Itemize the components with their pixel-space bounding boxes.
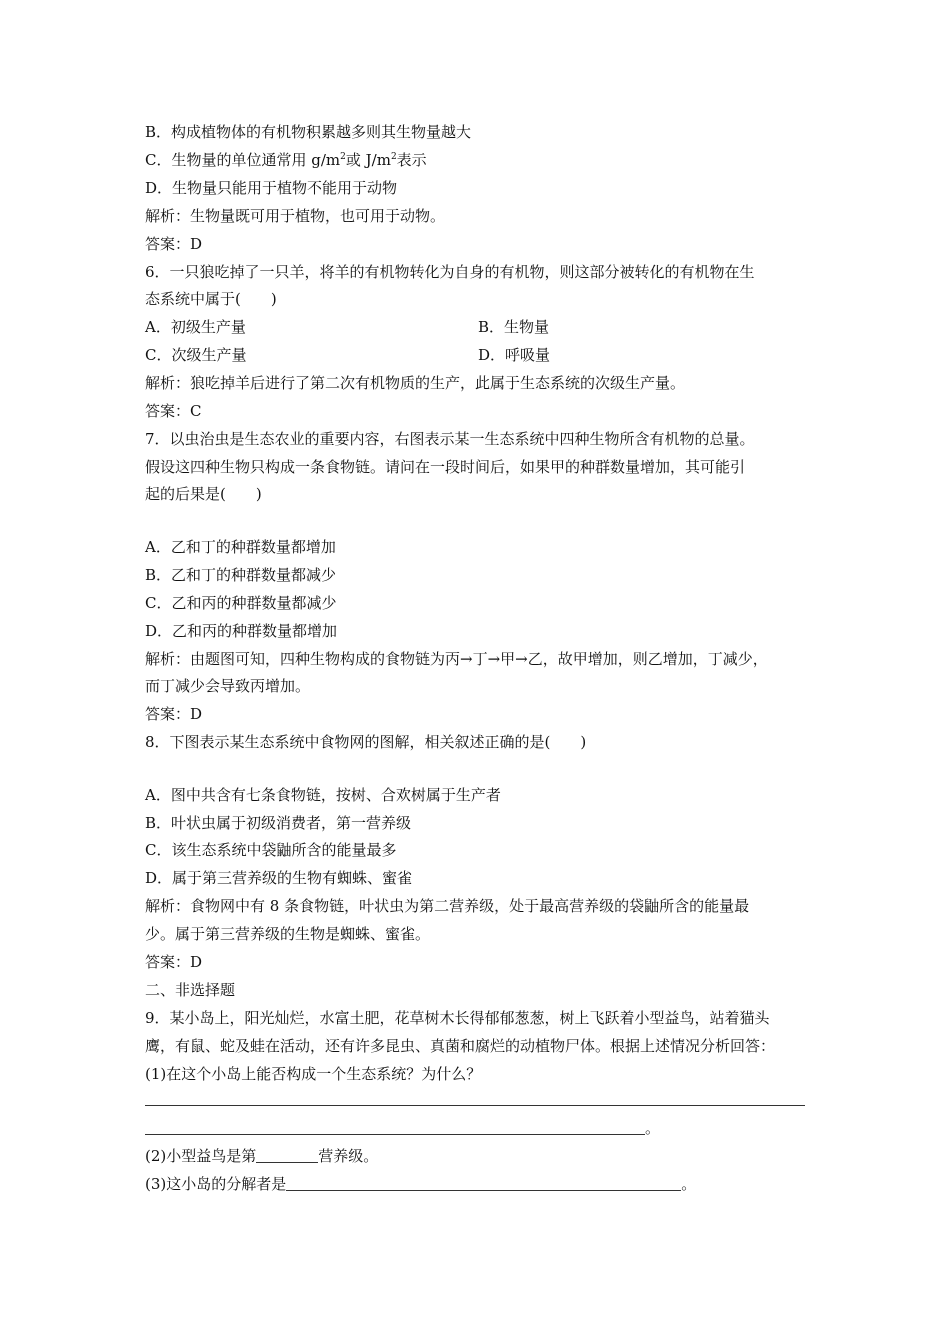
q6-option-d: D．呼吸量 (478, 346, 551, 364)
q7-option-d: D．乙和丙的种群数量都增加 (145, 622, 338, 640)
q6-answer: 答案：C (145, 402, 202, 420)
q8-option-a: A．图中共含有七条食物链，按树、合欢树属于生产者 (145, 786, 501, 804)
q7-answer: 答案：D (145, 705, 203, 723)
q6-analysis: 解析：狼吃掉羊后进行了第二次有机物质的生产，此属于生态系统的次级生产量。 (145, 374, 686, 392)
q8-option-d: D．属于第三营养级的生物有蜘蛛、蜜雀 (145, 869, 413, 887)
q5-option-c-text-2: 或 J/m (345, 151, 391, 169)
q7-analysis-line-2: 而丁减少会导致丙增加。 (145, 677, 311, 695)
q5-answer: 答案：D (145, 235, 203, 253)
q5-analysis: 解析：生物量既可用于植物，也可用于动物。 (145, 207, 446, 225)
section-heading: 二、非选择题 (145, 981, 236, 999)
answer-blank-line-2[interactable] (145, 1119, 645, 1135)
q9-subquestion-2-suffix: 营养级。 (318, 1147, 379, 1165)
q7-stem-line-3: 起的后果是( ) (145, 485, 262, 503)
q5-option-c-text-1: C．生物量的单位通常用 g/m (145, 151, 341, 169)
q9-subquestion-1: (1)在这个小岛上能否构成一个生态系统？为什么？ (145, 1065, 482, 1083)
q5-option-c (145, 150, 427, 170)
superscript-2: 2 (340, 152, 346, 162)
trophic-level-blank[interactable] (256, 1147, 318, 1163)
q6-option-c: C．次级生产量 (145, 346, 247, 364)
q7-option-b: B．乙和丁的种群数量都减少 (145, 566, 337, 584)
q8-analysis-line-2: 少。属于第三营养级的生物是蜘蛛、蜜雀。 (145, 925, 431, 943)
decomposer-blank[interactable] (286, 1175, 681, 1191)
q6-option-b: B．生物量 (478, 318, 550, 336)
q5-option-d: D．生物量只能用于植物不能用于动物 (145, 179, 398, 197)
q9-subquestion-2-prefix: (2)小型益鸟是第 (145, 1147, 257, 1165)
q7-option-c: C．乙和丙的种群数量都减少 (145, 594, 337, 612)
q8-stem: 8．下图表示某生态系统中食物网的图解，相关叙述正确的是( ) (145, 733, 587, 751)
superscript-2: 2 (390, 152, 397, 162)
q8-option-c: C．该生态系统中袋鼬所含的能量最多 (145, 841, 397, 859)
q9-stem-line-1: 9．某小岛上，阳光灿烂，水富土肥，花草树木长得郁郁葱葱，树上飞跃着小型益鸟，站着猫头 (145, 1009, 770, 1027)
q7-stem-line-1: 7．以虫治虫是生态农业的重要内容，右图表示某一生态系统中四种生物所含有机物的总量。 (145, 430, 755, 448)
q6-stem-line-1: 6．一只狼吃掉了一只羊，将羊的有机物转化为自身的有机物，则这部分被转化的有机物在生 (145, 263, 755, 281)
q8-answer: 答案：D (145, 953, 203, 971)
answer-blank-line-1[interactable] (145, 1105, 805, 1106)
q5-option-c-text-3: 表示 (396, 151, 427, 169)
q9-subquestion-2 (145, 1146, 378, 1166)
q6-stem-line-2: 态系统中属于( ) (145, 290, 277, 308)
q9-subquestion-3 (145, 1174, 696, 1194)
q6-options-row-2 (145, 345, 246, 365)
q6-options-row-1 (145, 317, 246, 337)
q9-stem-line-2: 鹰，有鼠、蛇及蛙在活动，还有许多昆虫、真菌和腐烂的动植物尸体。根据上述情况分析回答： (145, 1037, 776, 1055)
q7-analysis-line-1: 解析：由题图可知，四种生物构成的食物链为丙→丁→甲→乙，故甲增加，则乙增加，丁减少， (145, 650, 768, 668)
q9-subquestion-3-prefix: (3)这小岛的分解者是 (145, 1175, 287, 1193)
q7-stem-line-2: 假设这四种生物只构成一条食物链。请问在一段时间后，如果甲的种群数量增加，其可能引 (145, 458, 746, 476)
q8-option-b: B．叶状虫属于初级消费者，第一营养级 (145, 814, 412, 832)
period: 。 (681, 1175, 697, 1193)
q6-option-a: A．初级生产量 (145, 318, 246, 336)
answer-blank-line-2-row (145, 1118, 660, 1138)
q7-option-a: A．乙和丁的种群数量都增加 (145, 538, 336, 556)
period: 。 (645, 1119, 661, 1137)
q5-option-b: B．构成植物体的有机物积累越多则其生物量越大 (145, 123, 472, 141)
q8-analysis-line-1: 解析：食物网中有 8 条食物链，叶状虫为第二营养级，处于最高营养级的袋鼬所含的能量最 (145, 897, 750, 915)
